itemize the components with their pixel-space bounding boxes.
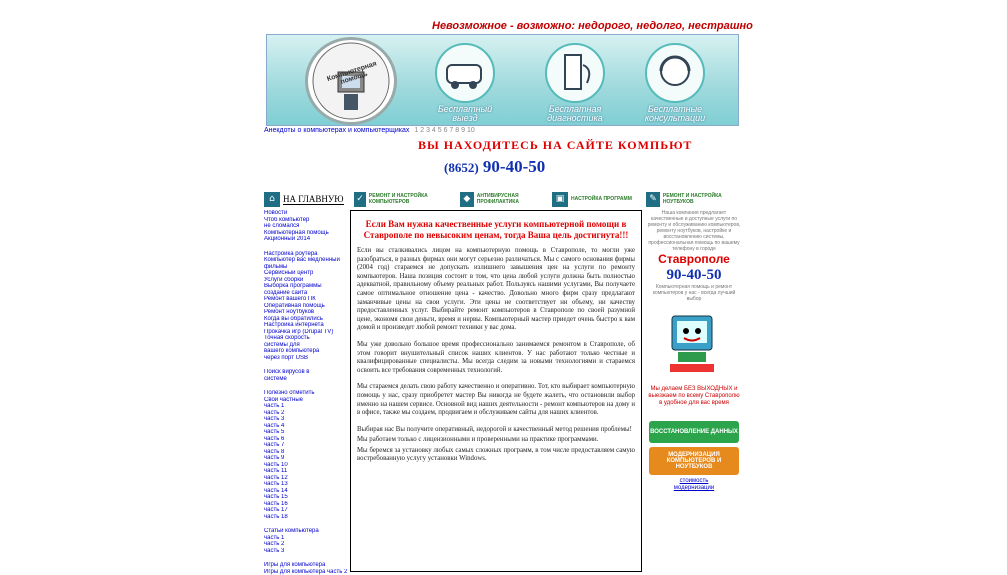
anekdot-pages[interactable]: 1 2 3 4 5 6 7 8 9 10	[414, 127, 474, 134]
nav-link[interactable]: часть 8	[264, 449, 348, 456]
nav-link[interactable]: вашего компьютера	[264, 348, 348, 355]
nav-link[interactable]: Настройка интернета	[264, 322, 348, 329]
price-link[interactable]: стоимость	[646, 478, 742, 484]
home-icon: ⌂	[264, 192, 280, 207]
paragraph: Мы беремся за установку любых самых сложных программ, в том числе предоставляем самую востребованную услугу установки Windows.	[357, 447, 635, 464]
nav-link[interactable]: часть 13	[264, 481, 348, 488]
header-banner	[266, 34, 739, 126]
feature-label: Бесплатные консультации	[625, 105, 725, 123]
menu-home[interactable]: ⌂ НА ГЛАВНУЮ	[264, 191, 344, 207]
nav-link[interactable]: Ремонт вашего ПК	[264, 296, 348, 303]
nav-link[interactable]: часть 3	[264, 548, 348, 555]
nav-link[interactable]: часть 2	[264, 410, 348, 417]
main-content	[350, 210, 642, 572]
nav-link[interactable]: Игры для компьютера	[264, 562, 348, 569]
anekdot-link[interactable]: Анекдоты о компьютерах и компьютерщиках 1 2 3 4 5 6 7 8 9 10	[264, 127, 475, 134]
nav-link[interactable]: часть 9	[264, 455, 348, 462]
nav-link[interactable]: Свои частные	[264, 397, 348, 404]
computer-icon	[545, 43, 605, 103]
nav-link[interactable]: Полезно отметить	[264, 390, 348, 397]
nav-link[interactable]: часть 7	[264, 442, 348, 449]
city-name: Ставрополе	[646, 252, 742, 266]
nav-link[interactable]: Точная скорость	[264, 335, 348, 342]
main-title: Если Вам нужна качественные услуги компьютерной помощи в Ставрополе по невысоким ценам, тогда Ваша цель достигнута!!!	[357, 219, 635, 241]
right-intro: Наша компания предлагает качественные и доступные услуги по ремонту и обслуживанию компьютеров, ремонту ноутбуков, настройке и восстановлению системы, профессиональная помощь по вашему телефону в городе	[646, 210, 742, 252]
nav-link[interactable]: через порт USB	[264, 355, 348, 362]
checkmark-icon: ✓	[354, 192, 366, 207]
nav-link[interactable]: часть 14	[264, 488, 348, 495]
nav-link[interactable]: часть 10	[264, 462, 348, 469]
nav-link[interactable]: Чтоб компьютер	[264, 217, 348, 224]
menu-programs[interactable]: ▣ НАСТРОЙКА ПРОГРАММ	[552, 191, 642, 207]
menu-laptop-repair[interactable]: ✎ РЕМОНТ И НАСТРОЙКА НОУТБУКОВ	[646, 191, 742, 207]
nav-link[interactable]: фильмы	[264, 264, 348, 271]
nav-link[interactable]: часть 2	[264, 541, 348, 548]
operator-icon	[645, 43, 705, 103]
left-nav	[264, 210, 348, 575]
upgrade-link[interactable]: модернизации	[646, 485, 742, 491]
nav-link[interactable]: Настройка роутера	[264, 251, 348, 258]
feature-free-diagnostics[interactable]	[525, 39, 625, 125]
header-phone: (8652) 90-40-50	[444, 157, 545, 177]
site-logo[interactable]	[305, 37, 397, 125]
car-icon	[435, 43, 495, 103]
promo-text: Мы делаем БЕЗ ВЫХОДНЫХ и выезжаем по всему Ставрополю в удобное для вас время	[646, 386, 742, 407]
feature-free-visit[interactable]	[415, 39, 515, 125]
nav-link[interactable]: системы для	[264, 342, 348, 349]
nav-link[interactable]: Сервисный центр	[264, 270, 348, 277]
nav-link[interactable]: Акционный 2014	[264, 236, 348, 243]
nav-link[interactable]: Ремонт ноутбуков	[264, 309, 348, 316]
nav-link[interactable]: часть 1	[264, 403, 348, 410]
nav-link[interactable]: часть 12	[264, 475, 348, 482]
paragraph: Выбирая нас Вы получите оперативный, недорогой и качественный метод решения проблемы!	[357, 426, 635, 435]
slogan: Невозможное - возможно: недорого, недолго, нестрашно	[432, 20, 722, 32]
feature-free-consult[interactable]	[625, 39, 725, 125]
nav-link[interactable]: Услуги сборки	[264, 277, 348, 284]
nav-link[interactable]: Статьи компьютера	[264, 528, 348, 535]
nav-link[interactable]: Компьютер вас медленный	[264, 257, 348, 264]
nav-link[interactable]: часть 16	[264, 501, 348, 508]
nav-link[interactable]: часть 5	[264, 429, 348, 436]
nav-link[interactable]: часть 17	[264, 507, 348, 514]
nav-link[interactable]: Прокачка игр (Drupal TV)	[264, 329, 348, 336]
upgrade-button[interactable]: МОДЕРНИЗАЦИЯ КОМПЬЮТЕРОВ И НОУТБУКОВ	[649, 447, 739, 475]
nav-link[interactable]: Выборка программы	[264, 283, 348, 290]
paragraph: Мы уже довольно большое время профессионально занимаемся ремонтом в Ставрополе, об этом говорит внушительный список наших клиентов. У нас работают только честные и квалифицированные специалисты. Мы всегда следим за новыми технологиями и стараемся освоить все требования современных технологий.	[357, 341, 635, 375]
nav-link[interactable]: системе	[264, 376, 348, 383]
nav-link[interactable]: Новости	[264, 210, 348, 217]
nav-link[interactable]: Оперативная помощь	[264, 303, 348, 310]
nav-link[interactable]: часть 1	[264, 535, 348, 542]
feature-label: Бесплатная диагностика	[525, 105, 625, 123]
paragraph: Если вы сталкивались лицом на компьютерную помощь в Ставрополе, то могли уже разобраться, в разных фирмах они могут серьезно различаться. Мы с самого основания фирмы (2004 год) стараемся не допускать излишнего завышения цен на услуги по ремонту компьютеров. Наша позиция состоит в том, что цена любой услуги должна быть полностью адекватной, правильному объему реальных работ. Пользуясь нашими услугами, Вы получаете самое оптимальное отношение цена - качество. Довольно много фирм сразу предлагают заманчивые цены на свои услуги. Эти цены не соответствует ни объему, ни качеству предоставленных услуг. Выбирайте ремонт компьютеров в Ставрополе по своей разумной цене, экономя свои деньги, время и нервы. Компьютерный мастер приедет очень быстро к вам домой и произведет любой ремонт техники у вас дома.	[357, 247, 635, 333]
nav-link[interactable]: создание сайта	[264, 290, 348, 297]
menu-pc-repair[interactable]: ✓ РЕМОНТ И НАСТРОЙКА КОМПЬЮТЕРОВ	[354, 191, 444, 207]
logo-text: Компьютерная помощь	[314, 56, 393, 93]
shield-icon: ◆	[460, 192, 474, 207]
nav-link[interactable]: часть 15	[264, 494, 348, 501]
nav-link[interactable]: часть 4	[264, 423, 348, 430]
menu-antivirus[interactable]: ◆ АНТИВИРУСНАЯ ПРОФИЛАКТИКА	[460, 191, 550, 207]
top-menu	[264, 191, 742, 207]
nav-link[interactable]: часть 6	[264, 436, 348, 443]
nav-link[interactable]: Когда вы обратились	[264, 316, 348, 323]
lock-icon: ▣	[552, 192, 568, 207]
nav-link[interactable]: Компьютерная помощь	[264, 230, 348, 237]
right-note: Компьютерная помощь и ремонт компьютеров у нас - всегда лучший выбор	[646, 284, 742, 302]
nav-link[interactable]: не сломался	[264, 223, 348, 230]
paragraph: Мы работаем только с лицензионными и проверенными на практике программами.	[357, 436, 635, 445]
nav-link[interactable]: часть 3	[264, 416, 348, 423]
computer-mascot-icon	[664, 310, 724, 380]
nav-link[interactable]: Поиск вирусов в	[264, 369, 348, 376]
paragraph: Мы стараемся делать свою работу качественно и оперативно. Тот, кто выбирает компьютерную помощь у нас, сразу приобретет мастер Вы никогда не будете жалеть, что остановили выбор именно на нашем сервисе. Основной вид наших деятельности - ремонт компьютеров на дому и в офисе, также мы создаем, продвигаем и обслуживаем сайты для наших клиентов.	[357, 383, 635, 417]
right-phone: 90-40-50	[646, 266, 742, 284]
wrench-icon: ✎	[646, 192, 660, 207]
feature-label: Бесплатный выезд	[415, 105, 515, 123]
location-banner: ВЫ НАХОДИТЕСЬ НА САЙТЕ КОМПЬЮТ	[418, 138, 692, 153]
right-sidebar	[646, 210, 742, 491]
data-recovery-button[interactable]: ВОССТАНОВЛЕНИЕ ДАННЫХ	[649, 421, 739, 443]
nav-link[interactable]: часть 18	[264, 514, 348, 521]
nav-link[interactable]: Игры для компьютера часть 2	[264, 569, 348, 575]
nav-link[interactable]: часть 11	[264, 468, 348, 475]
